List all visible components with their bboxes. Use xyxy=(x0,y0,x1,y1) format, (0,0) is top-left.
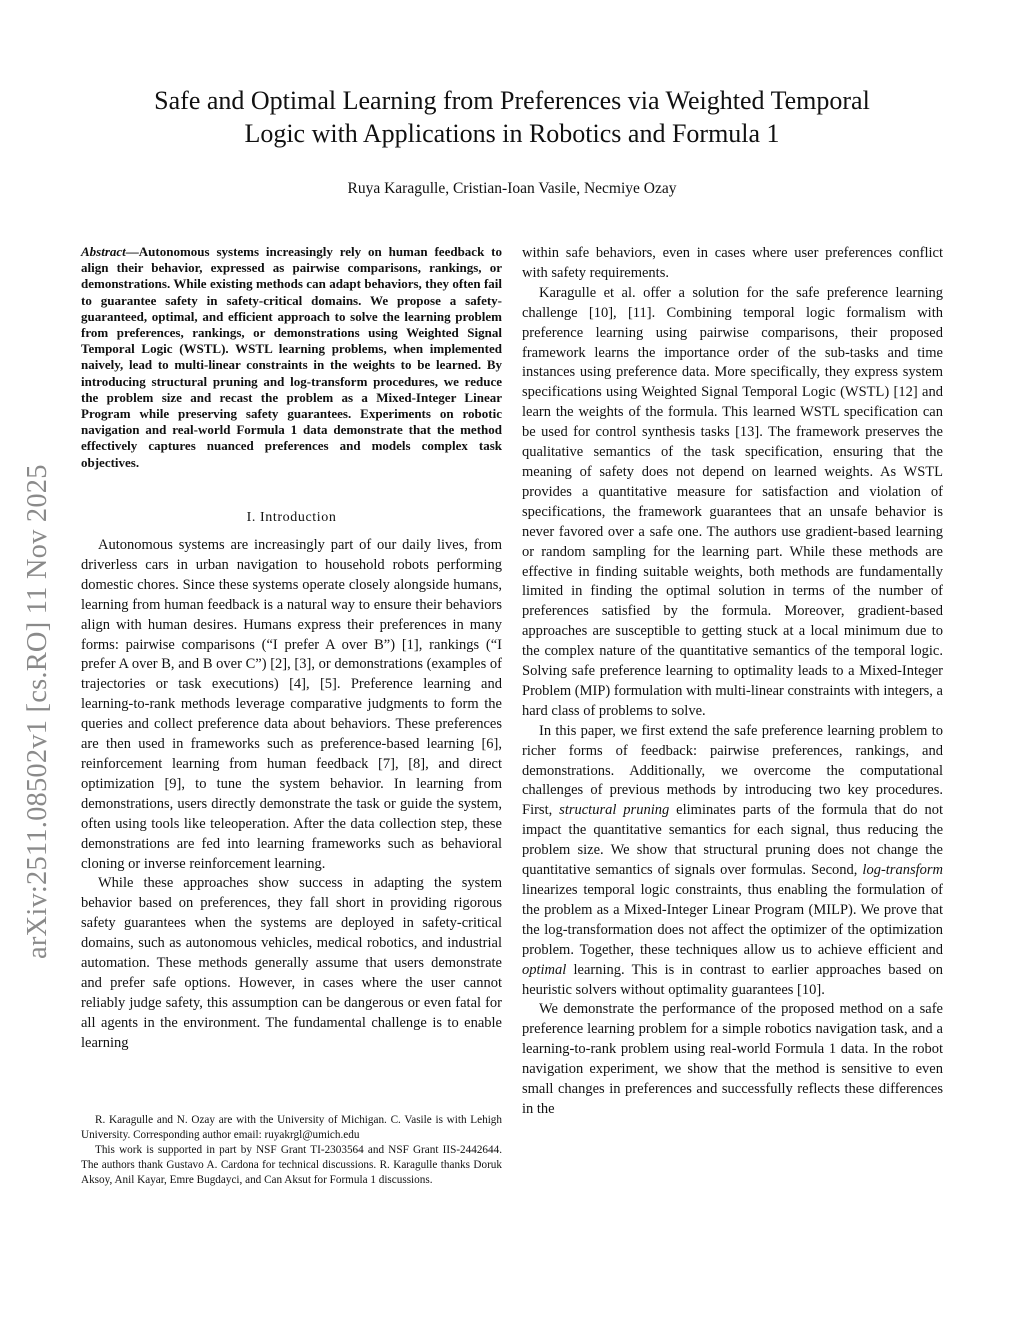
title-line-1: Safe and Optimal Learning from Preferences via Weighted Temporal xyxy=(154,86,870,115)
paragraph: Autonomous systems are increasingly part of our daily lives, from driverless cars in urban navigation to household robots performing domestic chores. Since these systems operate closely alongside humans, learning from human feedback is a natural way to ensure their behaviors align with human desires. Humans express their preferences in many forms: pairwise comparisons (“I prefer A over B”) [1], rankings (“I prefer A over B, and B over C”) [2], [3], or demonstrations (examples of trajectories or task executions) [4], [5]. Preference learning and learning-to-rank methods leverage comparative judgments to form the queries and collect preference data about behaviors. These preferences are then used in frameworks such as preference-based learning [6], reinforcement learning from human feedback [7], [8], and direct optimization [9], to tune the system behavior. In learning from demonstrations, users directly demonstrate the task or guide the system, often using tools like teleoperation. After the data collection step, these demonstrations are fed into learning frameworks such as behavioral cloning or inverse reinforcement learning. xyxy=(81,537,502,872)
paragraph: Karagulle et al. offer a solution for the safe preference learning challenge [10], [11]. Combining temporal logic formalism with preference learning using pairwise comparisons, their proposed framework learns the importance order of the sub-tasks and time instances using preference data. More specifically, they express system specifications using Weighted Signal Temporal Logic (WSTL) [12] and learn the weights of the formula. This learned WSTL specification can be used for control synthesis tasks [13]. The framework preserves the qualitative semantics of the task specification, ensuring that the meaning of safety does not depend on learned weights. As WSTL provides a quantitative measure for satisfaction and violation of specifications, the framework guarantees that an unsafe behavior is never favored over a safe one. The authors use gradient-based learning or random sampling for the learning part. While these methods are effective in finding suitable weights, both methods are fundamentally limited in finding the optimal solution in terms of the number of preferences satisfied by the formula. Moreover, gradient-based approaches are susceptible to getting stuck at a local minimum due to the complex nature of the quantitative semantics of the temporal logic. Solving safe preference learning to optimality leads to a Mixed-Integer Problem (MIP) formulation with multi-linear constraints with integers, a hard class of problems to solve. xyxy=(522,284,943,719)
paragraph: within safe behaviors, even in cases where user preferences conflict with safety requirements. xyxy=(522,245,943,281)
author-list: Ruya Karagulle, Cristian-Ioan Vasile, Necmiye Ozay xyxy=(347,180,677,197)
section-heading: I. Introduction xyxy=(246,510,337,525)
title-line-2: Logic with Applications in Robotics and Formula 1 xyxy=(244,119,780,148)
footnotes xyxy=(81,1113,502,1188)
emphasis: optimal xyxy=(522,961,567,978)
footnote-affiliation: R. Karagulle and N. Ozay are with the University of Michigan. C. Vasile is with Lehigh University. Corresponding author email: ruyakrgl@umich.edu xyxy=(81,1114,502,1142)
text-run: learning. This is in contrast to earlier approaches based on heuristic solvers without optimality guarantees [10]. xyxy=(522,961,943,998)
right-column-body xyxy=(522,244,943,1120)
paragraph: We demonstrate the performance of the proposed method on a safe preference learning problem for a simple robotics navigation task, and a learning-to-rank problem using real-world Formula 1 data. In the robot navigation experiment, we show that the method is sensitive to even small changes in preferences and successfully reflects these differences in the xyxy=(522,1001,943,1117)
text-run: In this paper, we first extend the safe preference learning problem to richer forms of feedback: pairwise preferences, rankings, and demonstrations. Additionally, we overcome the computational challenges of previous methods by introducing two key procedures. First, xyxy=(522,722,943,819)
emphasis: log-transform xyxy=(862,862,943,879)
abstract-label: Abstract xyxy=(81,244,126,259)
emphasis: structural pruning xyxy=(559,802,670,819)
text-run: linearizes temporal logic constraints, thus enabling the formulation of the problem as a Mixed-Integer Linear Program (MILP). We prove that the log-transformation does not affect the optimizer of the optimization problem. Together, these techniques allow us to achieve efficient and xyxy=(522,882,943,958)
paragraph xyxy=(522,722,943,1001)
abstract xyxy=(81,244,502,471)
paragraph: While these approaches show success in adapting the system behavior based on preferences, they fall short in providing rigorous safety guarantees when the systems are deployed in safety-critical domains, such as autonomous vehicles, medical robotics, and industrial automation. These methods generally assume that users demonstrate and prefer safe options. However, in cases where the user cannot reliably judge safety, this assumption can be dangerous or even fatal for all agents in the environment. The fundamental challenge is to enable learning xyxy=(81,875,502,1051)
arxiv-identifier: arXiv:2511.08502v1 [cs.RO] 11 Nov 2025 xyxy=(22,464,53,959)
paper-title xyxy=(80,84,944,150)
abstract-text: —Autonomous systems increasingly rely on human feedback to align their behavior, expressed as pairwise comparisons, rankings, or demonstrations. While existing methods can adapt behaviors, they often fail to guarantee safety in safety-critical domains. We propose a safety-guaranteed, optimal, and efficient approach to solve the learning problem from preferences, rankings, or demonstrations using Weighted Signal Temporal Logic (WSTL). WSTL learning problems, when implemented naively, lead to multi-linear constraints in the weights to be learned. By introducing structural pruning and log-transform procedures, we reduce the problem size and recast the problem as a Mixed-Integer Linear Program while preserving safety guarantees. Experiments on robotic navigation and real-world Formula 1 data demonstrate that the method effectively captures nuanced preferences and models complex task objectives. xyxy=(81,244,502,470)
left-column-body xyxy=(81,536,502,1054)
text-run: eliminates parts of the formula that do not impact the quantitative semantics for each signal, thus reducing the problem size. We show that structural pruning does not change the quantitative semantics of signals over formulas. Second, xyxy=(522,802,944,879)
footnote-funding: This work is supported in part by NSF Grant TI-2303564 and NSF Grant IIS-2442644. The authors thank Gustavo A. Cardona for technical discussions. R. Karagulle thanks Doruk Aksoy, Anil Kayar, Emre Bugdayci, and Can Aksut for Formula 1 discussions. xyxy=(81,1144,502,1187)
